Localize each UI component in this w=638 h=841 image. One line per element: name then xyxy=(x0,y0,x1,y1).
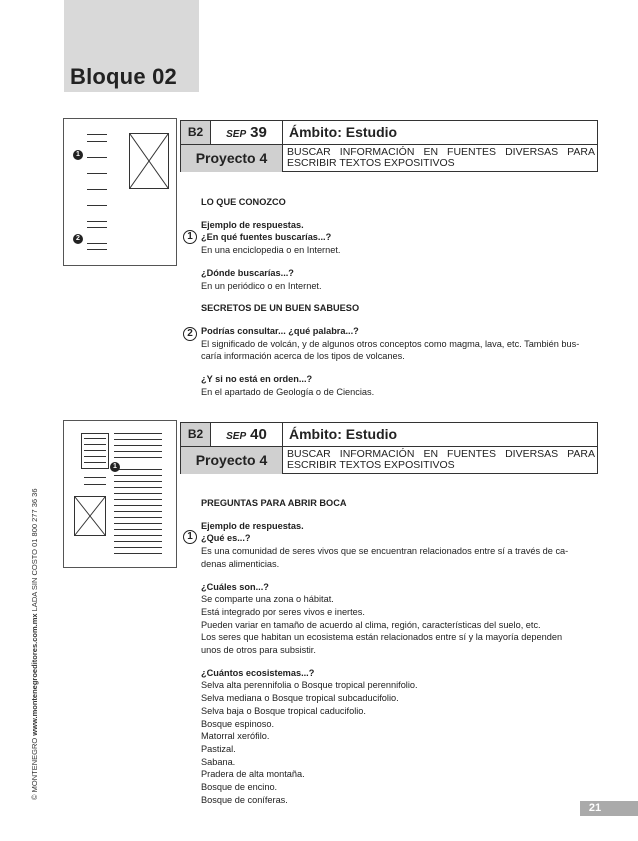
section-heading: SECRETOS DE UN BUEN SABUESO xyxy=(201,303,360,314)
project-description-line: ESCRIBIR TEXTOS EXPOSITIVOS xyxy=(287,459,455,471)
project-description-line: BUSCAR INFORMACIÓN EN FUENTES DIVERSAS PARA xyxy=(287,146,595,158)
side-credit xyxy=(30,480,39,800)
project-header-39 xyxy=(180,120,598,172)
question: ¿Y si no está en orden...? xyxy=(201,374,313,385)
image-placeholder-icon xyxy=(74,496,106,536)
sep-page-number: 40 xyxy=(250,426,267,443)
page-thumbnail-39 xyxy=(63,118,177,266)
question: ¿Cuántos ecosistemas...? xyxy=(201,667,315,678)
answer: Los seres que habitan un ecosistema están relacionados entre sí y la mayoría dependen xyxy=(201,632,563,643)
project-description-line: BUSCAR INFORMACIÓN EN FUENTES DIVERSAS PARA xyxy=(287,448,595,460)
sep-page xyxy=(211,121,283,144)
project-header-40 xyxy=(180,422,598,474)
sep-label: SEP xyxy=(226,431,247,442)
answer: En el apartado de Geología o de Ciencias. xyxy=(201,386,375,397)
question: ¿Dónde buscarías...? xyxy=(201,267,294,278)
project-description-line: ESCRIBIR TEXTOS EXPOSITIVOS xyxy=(287,157,455,169)
answer-intro: Ejemplo de respuestas. xyxy=(201,219,304,230)
answers-40 xyxy=(201,497,599,806)
answer: unos de otros para subsistir. xyxy=(201,645,316,656)
image-placeholder-icon xyxy=(129,133,169,189)
project-description xyxy=(287,449,595,471)
answer: caría información acerca de los tipos de volcanes. xyxy=(201,351,405,362)
answer: Bosque de encino. xyxy=(201,782,278,793)
answer: En un periódico o en Internet. xyxy=(201,280,322,291)
publisher-url: www.montenegroeditores.com.mx xyxy=(30,613,39,736)
answer: Pradera de alta montaña. xyxy=(201,769,305,780)
sep-label: SEP xyxy=(226,129,247,140)
project-label: Proyecto 4 xyxy=(181,447,283,474)
thumbnail-marker: 2 xyxy=(73,234,83,244)
project-description xyxy=(287,147,595,169)
answer: Matorral xerófilo. xyxy=(201,731,270,742)
ambito: Ámbito: Estudio xyxy=(289,426,398,442)
answer: El significado de volcán, y de algunos otros conceptos como magma, lava, etc. También bus- xyxy=(201,338,580,349)
answer: denas alimenticias. xyxy=(201,558,280,569)
block-title: Bloque 02 xyxy=(70,64,177,89)
answer: Es una comunidad de seres vivos que se encuentran relacionados entre sí a través de ca- xyxy=(201,546,569,557)
answer: En una enciclopedia o en Internet. xyxy=(201,245,341,256)
ambito: Ámbito: Estudio xyxy=(289,124,398,140)
block-code: B2 xyxy=(181,121,211,144)
publisher: © MONTENEGRO xyxy=(30,737,39,800)
answer: Bosque espinoso. xyxy=(201,718,275,729)
answer: Selva baja o Bosque tropical caducifolio. xyxy=(201,705,366,716)
block-code: B2 xyxy=(181,423,211,446)
sep-page xyxy=(211,423,283,446)
project-label: Proyecto 4 xyxy=(181,145,283,172)
answer-marker: 1 xyxy=(183,230,197,244)
question: Podrías consultar... ¿qué palabra...? xyxy=(201,325,359,336)
phone: LADA SIN COSTO 01 800 277 36 36 xyxy=(30,488,39,612)
question: ¿Qué es...? xyxy=(201,533,251,544)
page-number: 21 xyxy=(588,802,602,814)
thumbnail-marker: 1 xyxy=(73,150,83,160)
answer: Se comparte una zona o hábitat. xyxy=(201,594,334,605)
section-heading: PREGUNTAS PARA ABRIR BOCA xyxy=(201,498,347,508)
thumbnail-marker: 1 xyxy=(110,462,120,472)
page-thumbnail-40 xyxy=(63,420,177,568)
answer: Sabana. xyxy=(201,756,236,767)
section-heading: LO QUE CONOZCO xyxy=(201,197,286,207)
answer: Bosque de coníferas. xyxy=(201,794,288,805)
answer: Pastizal. xyxy=(201,743,236,754)
question: ¿Cuáles son...? xyxy=(201,581,269,592)
answers-39 xyxy=(201,196,599,398)
question: ¿En qué fuentes buscarías...? xyxy=(201,232,332,243)
answer-marker: 1 xyxy=(183,530,197,544)
sep-page-number: 39 xyxy=(250,124,267,141)
answer: Pueden variar en tamaño de acuerdo al clima, región, características del suelo, etc. xyxy=(201,619,541,630)
answer: Está integrado por seres vivos e inertes. xyxy=(201,606,365,617)
answer-intro: Ejemplo de respuestas. xyxy=(201,520,304,531)
answer-marker: 2 xyxy=(183,327,197,341)
answer: Selva mediana o Bosque tropical subcaducifolio. xyxy=(201,693,399,704)
answer: Selva alta perennifolia o Bosque tropical perennifolio. xyxy=(201,680,418,691)
